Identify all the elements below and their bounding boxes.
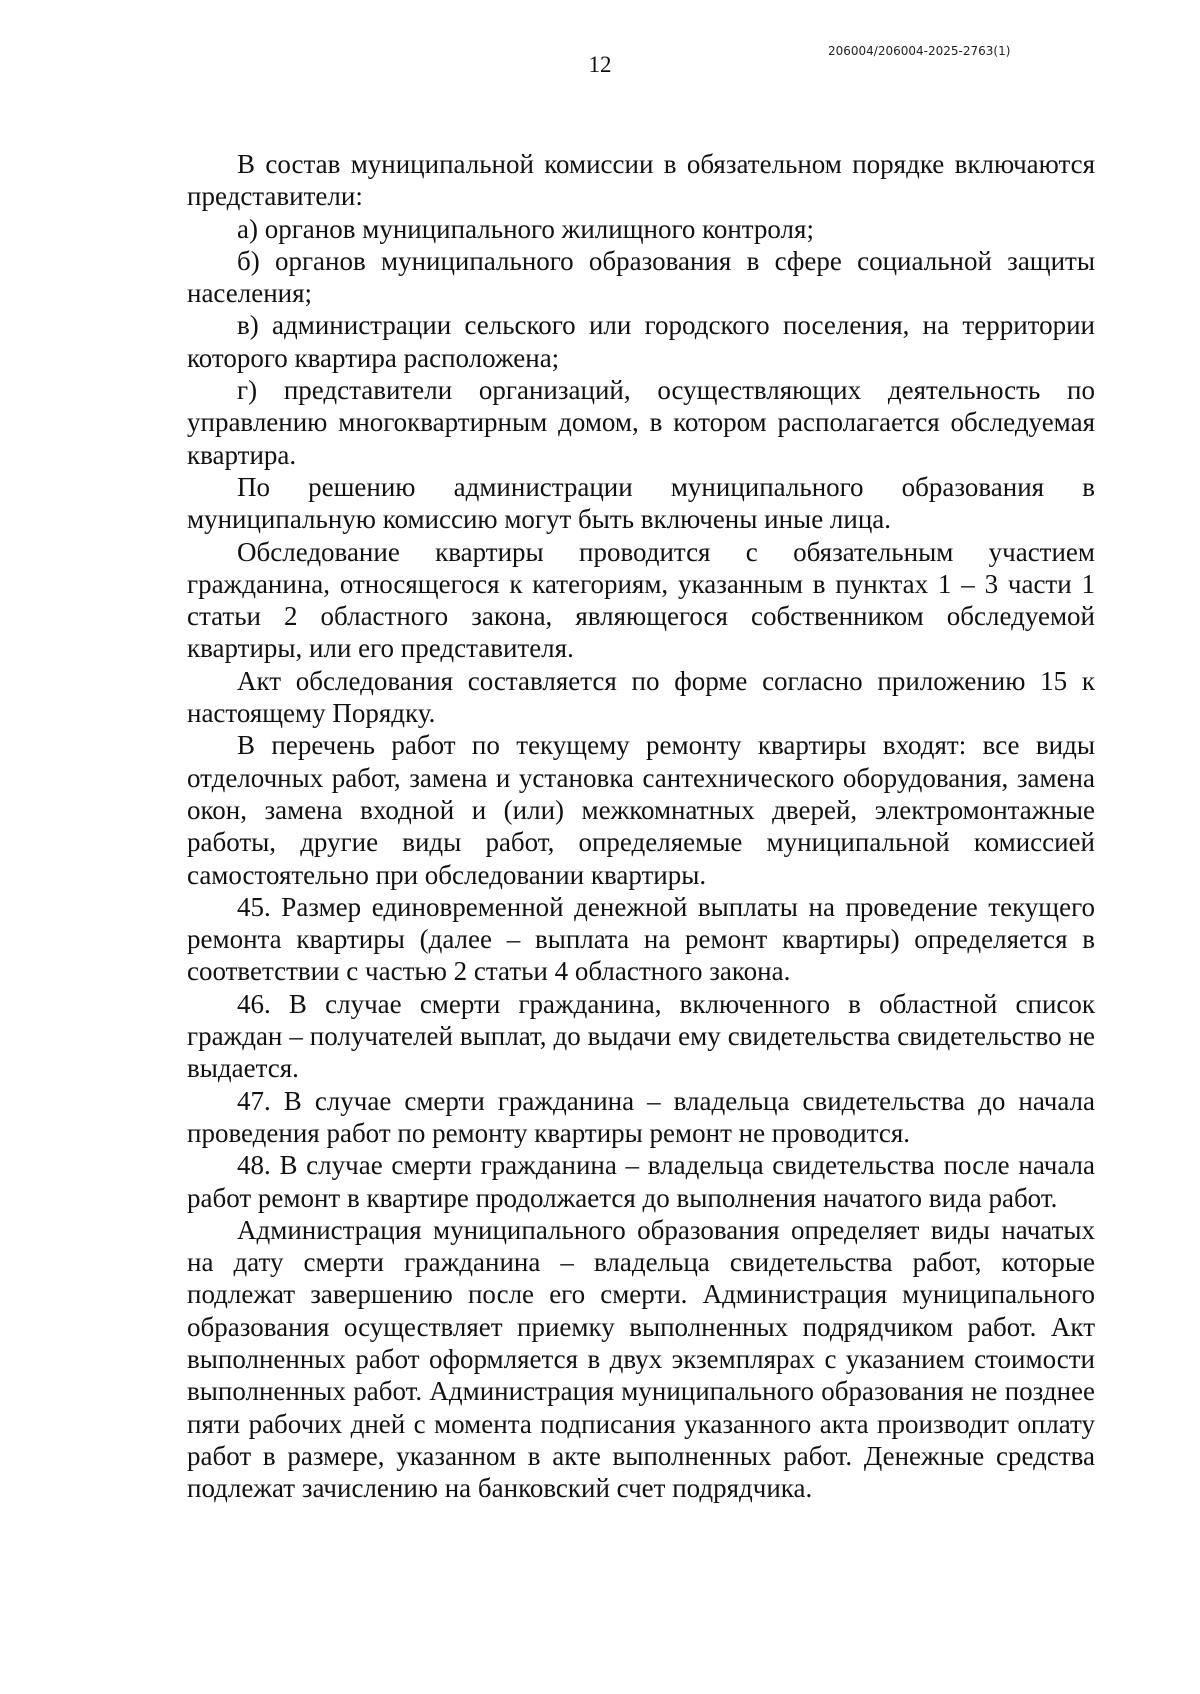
page-number: 12 <box>588 52 612 77</box>
paragraph-commission-composition: В состав муниципальной комиссии в обязательном порядке включаются представители: <box>187 149 1095 212</box>
paragraph-other-persons: По решению администрации муниципального образования в муниципальную комиссию могут быть включены иные лица. <box>187 471 1095 535</box>
document-body <box>187 148 1095 1504</box>
paragraph-inspection: Обследование квартиры проводится с обязательным участием гражданина, относящегося к категориям, указанным в пунктах 1 – 3 части 1 статьи 2 областного закона, являющегося собственником обследуемой квартиры, или его представителя. <box>187 536 1095 664</box>
paragraph-administration-acceptance: Администрация муниципального образования определяет виды начатых на дату смерти гражданина – владельца свидетельства работ, которые подлежат завершению после его смерти. Администрация муниципального образования осуществляет приемку выполненных подрядчиком работ. Акт выполненных работ оформляется в двух экземплярах с указанием стоимости выполненных работ. Администрация муниципального образования не позднее пяти рабочих дней с момента подписания указанного акта производит оплату работ в размере, указанном в акте выполненных работ. Денежные средства подлежат зачислению на банковский счет подрядчика. <box>187 1214 1095 1504</box>
clause-45: 45. Размер единовременной денежной выплаты на проведение текущего ремонта квартиры (далее – выплата на ремонт квартиры) определяется в соответствии с частью 2 статьи 4 областного закона. <box>187 891 1095 987</box>
list-item-b: б) органов муниципального образования в сфере социальной защиты населения; <box>187 245 1095 309</box>
document-id: 206004/206004-2025-2763(1) <box>828 44 1011 58</box>
paragraph-works-list: В перечень работ по текущему ремонту квартиры входят: все виды отделочных работ, замена и установка сантехнического оборудования, замена окон, замена входной и (или) межкомнатных дверей, электромонтажные работы, другие виды работ, определяемые муниципальной комиссией самостоятельно при обследовании квартиры. <box>187 730 1095 890</box>
clause-48: 48. В случае смерти гражданина – владельца свидетельства после начала работ ремонт в квартире продолжается до выполнения начатого вида работ. <box>187 1150 1095 1213</box>
paragraph-inspection-act: Акт обследования составляется по форме согласно приложению 15 к настоящему Порядку. <box>187 665 1095 729</box>
clause-47: 47. В случае смерти гражданина – владельца свидетельства до начала проведения работ по ремонту квартиры ремонт не проводится. <box>187 1085 1095 1148</box>
clause-46: 46. В случае смерти гражданина, включенного в областной список граждан – получателей выплат, до выдачи ему свидетельства свидетельство не выдается. <box>187 988 1095 1084</box>
list-item-v: в) администрации сельского или городского поселения, на территории которого квартира расположена; <box>187 310 1095 373</box>
list-item-g: г) представители организаций, осуществляющих деятельность по управлению многоквартирным домом, в котором располагается обследуемая квартира. <box>187 375 1095 470</box>
list-item-a: а) органов муниципального жилищного контроля; <box>237 213 814 244</box>
